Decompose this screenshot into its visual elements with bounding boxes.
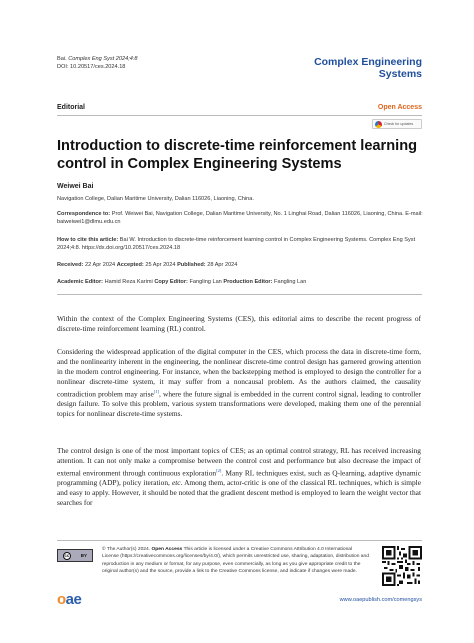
check-updates-badge[interactable]: [372, 119, 422, 129]
production-editor-label: Production Editor:: [223, 279, 273, 285]
copy-editor: Fangling Lan: [189, 279, 222, 285]
meta-divider: [57, 294, 422, 295]
body-paragraph-3: [57, 446, 421, 508]
reference-1-link[interactable]: [1]: [153, 388, 159, 394]
dates-line: [57, 261, 427, 269]
correspondence-text: Prof. Weiwei Bai, Navigation College, Dalian Maritime University, No. 1 Linghai Road, Dalian 116026, Liaoning, China. E-mail: baiweiwei1@dlmu.edu.cn: [57, 211, 423, 226]
doi-line[interactable]: DOI: 10.20517/ces.2024.18: [57, 64, 126, 70]
paragraph-2-text-b: , where the future signal is embedded in the current control signal, leading to controller design failure. To solve this problem, various system transformations were developed, making them one of the perennial topics for nonlinear discrete-time systems.: [57, 389, 421, 418]
qr-code-icon[interactable]: [382, 546, 422, 586]
editors-line: [57, 278, 427, 286]
paragraph-3-text-c: . Among them, actor-critic is one of the classical RL techniques, which is simple and easy to apply. However, it should be noted that the gradient descent method is employed to learn the weight vector that searches for: [57, 478, 421, 507]
license-body: This article is licensed under a Creative Commons Attribution 4.0 International License (https://creativecommons.org/licenses/by/4.0/), which permits unrestricted use, sharing, adaptation, distribution and reproduction in any medium or format, for any purpose, even commercially, as long as you give appropriate credit to the original author(s) and the source, provide a link to the Creative Commons license, and indicate if changes were made.: [102, 547, 369, 574]
footer-divider: [57, 540, 422, 541]
correspondence-label: Correspondence to:: [57, 211, 111, 217]
correspondence: [57, 210, 427, 227]
crossmark-icon: [375, 121, 382, 128]
how-to-cite: [57, 236, 427, 253]
copy-editor-label: Copy Editor:: [154, 279, 188, 285]
accepted-date: 25 Apr 2024: [145, 262, 176, 268]
section-label: Editorial: [57, 104, 86, 111]
citation-journal: Complex Eng Syst 2024;4:8: [68, 56, 138, 62]
journal-name-line1: Complex Engineering: [314, 56, 422, 68]
license-text: [102, 546, 370, 575]
citation-block: [57, 55, 138, 71]
open-access-label: Open Access: [377, 104, 422, 111]
body-paragraph-1: Within the context of the Complex Engineering Systems (CES), this editorial aims to describe the recent progress of discrete-time reinforcement learning (RL) control.: [57, 314, 421, 333]
by-label: BY: [80, 553, 88, 558]
paragraph-2-text-a: Considering the widespread application of the digital computer in the CES, which process the data in discrete-time form, and the nonlinearity inherent in the engineering, the nonlinear discrete-time control design has garnered growing attention in the modern control engineering. For instance, when the backstepping method is employed to design the controller for a nonlinear discrete-time system, it may suffer from a noncausal problem. As the authors claimed, the causality contradiction problem may arise: [57, 347, 421, 399]
accepted-label: Accepted:: [116, 262, 144, 268]
license-open-access: Open Access: [151, 547, 183, 552]
production-editor: Fangling Lan: [274, 279, 307, 285]
header-divider: [57, 115, 422, 116]
logo-prefix: o: [57, 591, 66, 608]
academic-editor: Hamid Reza Karimi: [104, 279, 153, 285]
received-label: Received:: [57, 262, 84, 268]
received-date: 22 Apr 2024: [85, 262, 116, 268]
cc-icon: cc: [64, 553, 70, 558]
affiliation: Navigation College, Dalian Maritime University, Dalian 116026, Liaoning, China.: [57, 196, 254, 202]
logo-rest: ae: [65, 591, 82, 608]
paragraph-3-text-a: The control design is one of the most important topics of CES; as an optimal control strategy, RL has received increasing attention. It can not only make a compromise between the control cost and performance but also decrease the impact of external environment through continuous exploration: [57, 446, 421, 478]
paragraph-3-etc: etc: [171, 478, 181, 488]
article-title: Introduction to discrete-time reinforcement learning control in Complex Engineering Systems: [57, 138, 418, 172]
journal-url-link[interactable]: www.oaepublish.com/comengsys: [339, 597, 422, 603]
journal-name-line2: Systems: [378, 67, 422, 80]
paragraph-3-text-b: . Many RL techniques exist, such as Q-learning, adaptive dynamic programming (ADP), policy iteration,: [57, 468, 421, 488]
academic-editor-label: Academic Editor:: [57, 279, 104, 285]
how-to-cite-label: How to cite this article:: [57, 237, 119, 243]
publisher-logo[interactable]: [57, 591, 81, 608]
cc-by-license-icon[interactable]: [57, 549, 93, 562]
citation-author: Bai.: [57, 56, 67, 62]
body-paragraph-2: [57, 347, 421, 419]
published-label: Published:: [177, 262, 206, 268]
reference-2-link[interactable]: [2]: [216, 467, 222, 473]
author-name: Weiwei Bai: [57, 183, 94, 190]
journal-name[interactable]: [314, 57, 422, 80]
published-date: 28 Apr 2024: [207, 262, 238, 268]
license-copyright: © The Author(s) 2024.: [102, 547, 151, 552]
check-updates-label: Check for updates: [384, 122, 414, 126]
how-to-cite-text: Bai W. Introduction to discrete-time reinforcement learning control in Complex Engineering Systems. Complex Eng Syst 2024;4:8. https://dx.doi.org/10.20517/ces.2024.18: [57, 237, 416, 252]
